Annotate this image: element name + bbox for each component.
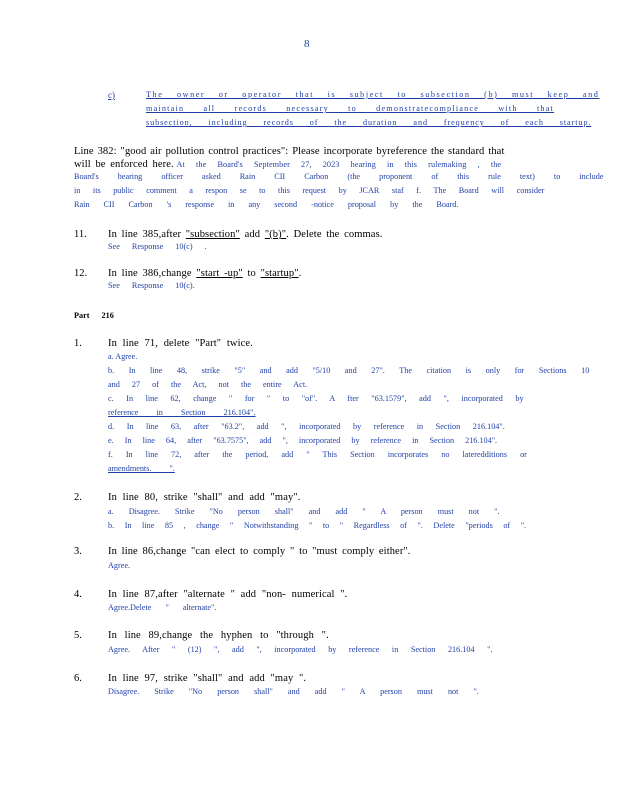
item-11-number: 11.	[74, 229, 87, 240]
p216-item-1-sub-b2: and 27 of the Act, not the entire Act.	[108, 380, 308, 389]
p216-item-2-number: 2.	[74, 492, 82, 503]
item-12-response: See Response 10(c).	[108, 281, 195, 290]
p216-item-2-sub-b: b. In line 85 , change " Notwithstanding " to " Regardless of ". Delete "periods of ".	[108, 521, 527, 530]
item-12-mid: to	[242, 268, 261, 279]
item-12-text	[108, 268, 301, 279]
item-c-label: c)	[108, 90, 115, 100]
p216-item-2-sub-a: a. Disagree. Strike "No person shall" and add " A person must not ".	[108, 507, 500, 516]
p216-item-5-main: In line 89,change the hyphen to "through ".	[108, 630, 329, 641]
p216-item-1-sub-b: b. In line 48, strike "5" and add "5/10 and 27". The citation is only for Sections 10	[108, 366, 590, 375]
p216-item-1-sub-d: d. In line 63, after "63.2", add ", incorporated by reference in Section 216.104".	[108, 422, 505, 431]
item-11-q2: "(b)"	[264, 229, 287, 240]
p216-item-1-sub-f2: amendments. ".	[108, 464, 175, 473]
line382-line-2-black: will be enforced here.	[74, 159, 174, 170]
item-c-line-1: The owner or operator that is subject to subsection (b) must keep and	[146, 90, 600, 99]
item-11-response: See Response 10(c) .	[108, 242, 207, 251]
item-11-text	[108, 229, 382, 240]
p216-item-4-main: In line 87,after "alternate " add "non- numerical ".	[108, 589, 348, 600]
p216-item-3-sub: Agree.	[108, 561, 131, 570]
p216-item-5-number: 5.	[74, 630, 82, 641]
page-number: 8	[304, 38, 310, 50]
p216-item-1-sub-e: e. In line 64, after "63.7575", add ", incorporated by reference in Section 216.104".	[108, 436, 498, 445]
p216-item-6-main: In line 97, strike "shall" and add "may ".	[108, 673, 307, 684]
p216-item-6-number: 6.	[74, 673, 82, 684]
p216-item-6-sub: Disagree. Strike "No person shall" and add " A person must not ".	[108, 687, 479, 696]
p216-item-4-number: 4.	[74, 589, 82, 600]
line382-line-2-blue: At the Board's September 27, 2023 hearing in this rulemaking , the	[176, 160, 502, 169]
p216-item-1-sub-a: a. Agree.	[108, 352, 138, 361]
item-12-post: .	[298, 268, 302, 279]
p216-item-1-main: In line 71, delete "Part" twice.	[108, 338, 253, 349]
p216-item-1-sub-f: f. In line 72, after the period, add " This Section incorporates no lateredditions or	[108, 450, 527, 459]
item-12-q1: "start -up"	[196, 268, 243, 279]
item-11-mid: add	[239, 229, 265, 240]
line382-line-3: Board's hearing officer asked Rain CII Carbon (the proponent of this rule text) to include	[74, 172, 604, 181]
p216-item-4-sub: Agree.Delete " alternate".	[108, 603, 217, 612]
line382-line-4: in its public comment a respon se to this request by JCAR staf f. The Board will consider	[74, 186, 545, 195]
item-c-line-3: subsection, including records of the duration and frequency of each startup.	[146, 118, 592, 127]
line382-line-5: Rain CII Carbon 's response in any second -notice proposal by the Board.	[74, 200, 459, 209]
item-11-q1: "subsection"	[185, 229, 240, 240]
p216-item-1-number: 1.	[74, 338, 82, 349]
p216-item-3-number: 3.	[74, 546, 82, 557]
line382-line-1: Line 382: "good air pollution control practices": Please incorporate byreference the standard that	[74, 146, 505, 157]
line382-line-2	[74, 159, 501, 170]
p216-item-1-sub-c2: reference in Section 216.104".	[108, 408, 256, 417]
item-11-pre: In line 385,after	[108, 229, 186, 240]
p216-item-5-sub: Agree. After " (12) ", add ", incorporated by reference in Section 216.104 ".	[108, 645, 493, 654]
item-c-line-2: maintain all records necessary to demonstratecompliance with that	[146, 104, 555, 113]
part-heading: Part 216	[74, 311, 114, 320]
item-12-pre: In line 386,change	[108, 268, 197, 279]
p216-item-3-main: In line 86,change "can elect to comply " to "must comply either".	[108, 546, 411, 557]
p216-item-1-sub-c: c. In line 62, change " for " to "of". A fter "63.1579", add ", incorporated by	[108, 394, 524, 403]
item-12-number: 12.	[74, 268, 88, 279]
item-12-q2: "startup"	[260, 268, 299, 279]
item-11-post: . Delete the commas.	[286, 229, 383, 240]
p216-item-2-main: In line 80, strike "shall" and add "may".	[108, 492, 301, 503]
